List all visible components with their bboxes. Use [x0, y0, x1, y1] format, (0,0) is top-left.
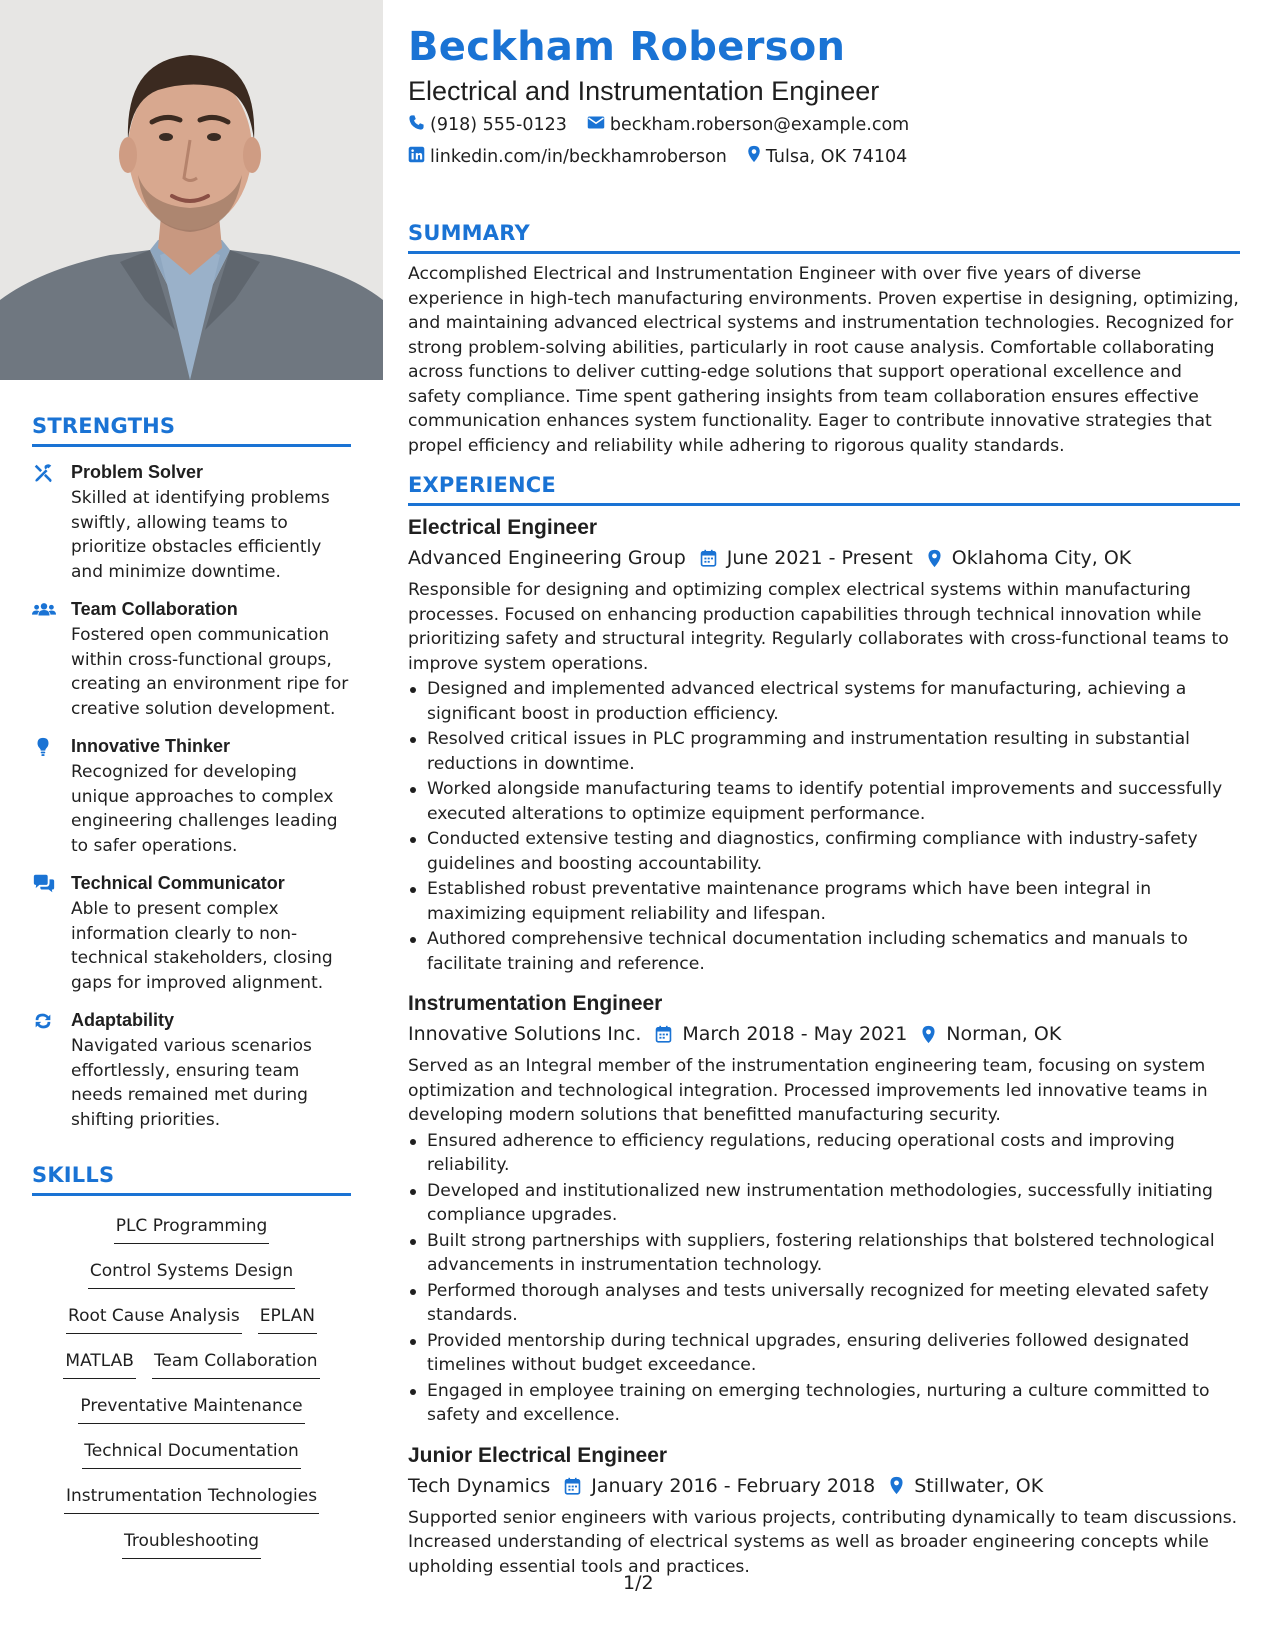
location-contact — [747, 145, 907, 168]
lightbulb-icon — [32, 736, 56, 760]
skill-tag: EPLAN — [258, 1305, 317, 1334]
phone-contact — [408, 114, 567, 136]
candidate-name: Beckham Roberson — [408, 24, 846, 70]
map-pin-icon — [927, 549, 942, 568]
job-meta — [408, 543, 1240, 573]
strength-title: Adaptability — [71, 1010, 175, 1030]
skills-list — [32, 1202, 351, 1562]
summary-text: Accomplished Electrical and Instrumentation Engineer with over five years of diverse experience in high-tech manufacturing environments. Proven expertise in designing, optimizing, and maintaining advanced electrical systems and instrumentation technologies. Recognized for strong problem-solving abilities, particularly in root cause analysis. Comfortable collaborating across functions to deliver cutting-edge solutions that support operational excellence and safety compliance. Time spent gathering insights from team collaboration ensures effective communication enhances system functionality. Eager to contribute innovative strategies that propel efficiency and reliability while adhering to rigorous quality standards. — [408, 264, 1239, 456]
phone-icon — [408, 114, 430, 136]
contact-row-1 — [408, 114, 929, 136]
users-icon — [32, 599, 56, 623]
phone-text: (918) 555-0123 — [430, 115, 567, 135]
linkedin-contact[interactable] — [408, 146, 727, 168]
comments-icon — [32, 873, 56, 897]
skill-tag: Instrumentation Technologies — [64, 1485, 319, 1514]
location-text: Tulsa, OK 74104 — [765, 146, 908, 167]
skills-divider — [32, 1193, 351, 1196]
email-contact[interactable] — [587, 115, 909, 135]
job-title: Electrical Engineer — [408, 516, 598, 539]
skills-section — [32, 1162, 351, 1562]
job-dates: June 2021 - Present — [726, 547, 913, 569]
list-item: Conducted extensive testing and diagnostics, confirming compliance with industry-safety guidelines and boosting accountability. — [408, 827, 1240, 876]
strength-title: Technical Communicator — [71, 873, 285, 893]
strength-title: Team Collaboration — [71, 599, 238, 619]
experience-heading: EXPERIENCE — [408, 473, 556, 497]
linkedin-icon — [408, 146, 430, 168]
strength-item — [32, 598, 351, 721]
job-meta — [408, 1471, 1240, 1501]
summary-divider — [408, 251, 1240, 254]
strength-item — [32, 461, 351, 584]
list-item: Resolved critical issues in PLC programming and instrumentation resulting in substantial reductions in downtime. — [408, 727, 1240, 776]
skill-tag: Team Collaboration — [152, 1350, 320, 1379]
strengths-section — [32, 413, 351, 1132]
job-bullets — [408, 1129, 1240, 1428]
page-number: 1/2 — [623, 1572, 654, 1594]
skill-tag: Root Cause Analysis — [66, 1305, 242, 1334]
list-item: Built strong partnerships with suppliers, fostering relationships that bolstered technological advancements in instrumentation technology. — [408, 1229, 1240, 1278]
job-description: Supported senior engineers with various projects, contributing dynamically to team discussions. Increased understanding of electrical systems as well as broader engineering concepts while upholding essential tools and practices. — [408, 1507, 1238, 1577]
summary-heading: SUMMARY — [408, 221, 530, 245]
skill-tag: Preventative Maintenance — [78, 1395, 304, 1424]
skill-tag: Control Systems Design — [88, 1260, 295, 1289]
contact-row-2 — [408, 145, 927, 168]
map-pin-icon — [921, 1025, 936, 1044]
email-link[interactable]: beckham.roberson@example.com — [609, 115, 910, 135]
map-pin-icon — [889, 1476, 904, 1495]
envelope-icon — [587, 115, 610, 135]
job-location: Norman, OK — [946, 1023, 1062, 1045]
skill-tag: MATLAB — [63, 1350, 136, 1379]
job-meta — [408, 1019, 1240, 1049]
company-name: Tech Dynamics — [408, 1474, 551, 1497]
strengths-divider — [32, 444, 351, 447]
calendar-icon — [564, 1477, 581, 1495]
linkedin-link[interactable]: linkedin.com/in/beckhamroberson — [430, 146, 727, 167]
profile-photo — [0, 0, 383, 380]
left-column — [0, 0, 383, 1650]
list-item: Engaged in employee training on emerging technologies, nurturing a culture committed to safety and excellence. — [408, 1379, 1240, 1428]
calendar-icon — [655, 1025, 672, 1043]
company-name: Advanced Engineering Group — [408, 547, 686, 569]
strength-text: Fostered open communication within cross-functional groups, creating an environment ripe for creative solution development. — [71, 625, 349, 719]
skill-tag: PLC Programming — [114, 1215, 270, 1244]
job-description: Served as an Integral member of the instrumentation engineering team, focusing on system optimization and technological integration. Processed improvements led innovative teams in developing modern solutions that benefitted manufacturing security. — [408, 1056, 1208, 1125]
list-item: Established robust preventative maintenance programs which have been integral in maximizing equipment reliability and lifespan. — [408, 877, 1240, 926]
strength-text: Recognized for developing unique approaches to complex engineering challenges leading to safer operations. — [71, 762, 338, 856]
portrait-illustration — [0, 0, 383, 380]
job-entry — [408, 1442, 1240, 1580]
job-title: Instrumentation Engineer — [408, 992, 663, 1015]
job-bullets — [408, 677, 1240, 976]
strength-text: Skilled at identifying problems swiftly, allowing teams to prioritize obstacles efficiently and minimize downtime. — [71, 488, 330, 582]
job-description: Responsible for designing and optimizing complex electrical systems within manufacturing processes. Focused on enhancing production capabilities through technical innovation while prioritizing safety and structural integrity. Regularly collaborates with cross-functional teams to improve system operations. — [408, 580, 1229, 674]
company-name: Innovative Solutions Inc. — [408, 1023, 642, 1045]
list-item: Worked alongside manufacturing teams to identify potential improvements and successfully executed alterations to optimize equipment performance. — [408, 777, 1240, 826]
list-item: Developed and institutionalized new instrumentation methodologies, successfully initiating compliance upgrades. — [408, 1179, 1240, 1228]
job-location: Oklahoma City, OK — [951, 547, 1132, 569]
job-dates: January 2016 - February 2018 — [591, 1474, 876, 1497]
skill-tag: Troubleshooting — [122, 1530, 261, 1559]
job-dates: March 2018 - May 2021 — [682, 1023, 908, 1045]
job-title: Junior Electrical Engineer — [408, 1443, 668, 1467]
strength-item — [32, 1009, 351, 1132]
job-entry — [408, 990, 1240, 1428]
strength-title: Innovative Thinker — [71, 736, 231, 756]
skills-heading: SKILLS — [32, 1163, 115, 1187]
list-item: Performed thorough analyses and tests universally recognized for meeting elevated safety standards. — [408, 1279, 1240, 1328]
list-item: Designed and implemented advanced electrical systems for manufacturing, achieving a significant boost in production efficiency. — [408, 677, 1240, 726]
strength-text: Navigated various scenarios effortlessly, ensuring team needs remained met during shifting priorities. — [71, 1036, 312, 1130]
summary-section — [408, 220, 1240, 458]
experience-section — [408, 472, 1240, 1579]
strength-item — [32, 872, 351, 995]
candidate-title: Electrical and Instrumentation Engineer — [408, 76, 880, 106]
tools-icon — [32, 462, 56, 486]
job-entry — [408, 514, 1240, 976]
experience-divider — [408, 503, 1240, 506]
job-location: Stillwater, OK — [914, 1474, 1044, 1497]
map-pin-icon — [747, 145, 766, 168]
list-item: Ensured adherence to efficiency regulations, reducing operational costs and improving reliability. — [408, 1129, 1240, 1178]
strength-title: Problem Solver — [71, 462, 204, 482]
list-item: Authored comprehensive technical documentation including schematics and manuals to facilitate training and reference. — [408, 927, 1240, 976]
sync-icon — [32, 1010, 56, 1034]
list-item: Provided mentorship during technical upgrades, ensuring deliveries followed designated timelines without budget exceedance. — [408, 1329, 1240, 1378]
skill-tag: Technical Documentation — [82, 1440, 301, 1469]
strength-text: Able to present complex information clearly to non-technical stakeholders, closing gaps for improved alignment. — [71, 899, 333, 993]
strength-item — [32, 735, 351, 858]
calendar-icon — [700, 549, 717, 567]
strengths-heading: STRENGTHS — [32, 414, 176, 438]
